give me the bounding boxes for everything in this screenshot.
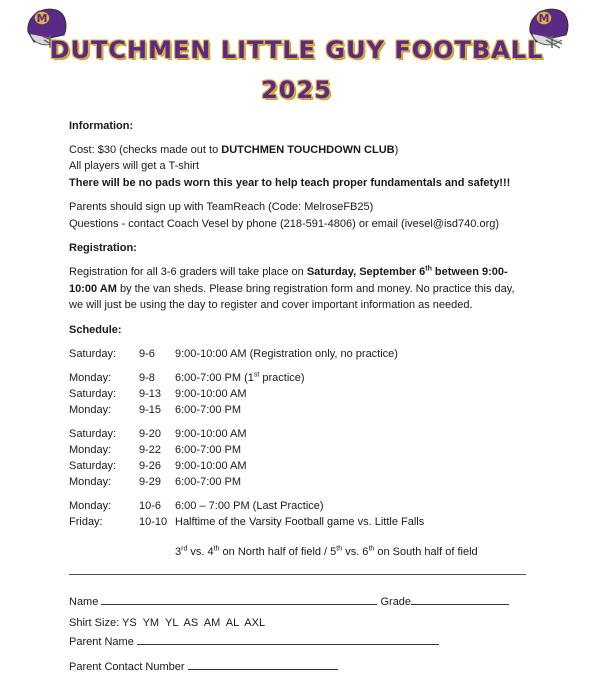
grade-label: Grade <box>380 596 412 608</box>
reg-date-sup: th <box>425 265 432 273</box>
schedule-time: 6:00 – 7:00 PM (Last Practice) <box>175 500 324 512</box>
note-sup: th <box>368 545 375 553</box>
logo-letter: M <box>538 12 550 25</box>
page-title: DUTCHMEN LITTLE GUY FOOTBALL <box>49 36 544 64</box>
cost-prefix: Cost: $30 (checks made out to <box>69 144 222 156</box>
shirt-size-options[interactable]: YS YM YL AS AM AL AXL <box>122 617 266 629</box>
no-pads-notice: There will be no pads worn this year to help teach proper fundamentals and safety!!! <box>69 177 511 189</box>
schedule-time-after: practice) <box>259 372 305 384</box>
name-label: Name <box>69 596 99 608</box>
reg-text-a: Registration for all 3-6 graders will take place on <box>69 266 307 278</box>
schedule-day: Friday: <box>69 516 103 528</box>
schedule-date: 10-6 <box>139 500 162 512</box>
schedule-time-wrap <box>175 370 305 386</box>
schedule-date: 9-20 <box>139 428 162 440</box>
signup-line: Parents should sign up with TeamReach (Code: MelroseFB25) <box>69 201 374 213</box>
parent-contact-field[interactable] <box>188 658 338 670</box>
cost-suffix: ) <box>394 144 399 156</box>
note-sup: rd <box>181 545 188 553</box>
questions-line: Questions - contact Coach Vesel by phone (218-591-4806) or email (ivesel@isd740.org) <box>69 218 500 230</box>
schedule-day: Saturday: <box>69 388 117 400</box>
grade-field[interactable] <box>411 593 509 605</box>
schedule-day: Saturday: <box>69 460 117 472</box>
schedule-heading: Schedule: <box>69 324 122 336</box>
note-part: vs. 4 <box>187 546 214 558</box>
registration-line-3: we will just be using the day to register and cover important information as needed. <box>69 299 473 311</box>
note-sup: th <box>213 545 220 553</box>
shirt-size-row <box>69 617 265 629</box>
parent-contact-row <box>69 658 338 673</box>
schedule-time: Halftime of the Varsity Football game vs. Little Falls <box>175 516 425 528</box>
schedule-day: Monday: <box>69 500 112 512</box>
schedule-time: 9:00-10:00 AM <box>175 460 247 472</box>
note-part: vs. 6 <box>342 546 369 558</box>
note-sup: th <box>336 545 343 553</box>
note-part: on South half of field <box>374 546 478 558</box>
registration-line-2 <box>69 281 515 297</box>
reg-text-b: by the van sheds. Please bring registration form and money. No practice this day, <box>116 283 515 295</box>
reg-time-end: 10:00 AM <box>69 283 117 295</box>
reg-date: Saturday, September 6 <box>306 266 426 278</box>
schedule-time: 6:00-7:00 PM <box>175 404 242 416</box>
schedule-day: Saturday: <box>69 428 117 440</box>
schedule-date: 9-29 <box>139 476 162 488</box>
tshirt-line: All players will get a T-shirt <box>69 160 200 172</box>
schedule-time: 6:00-7:00 PM (1 <box>175 372 254 384</box>
schedule-time: 9:00-10:00 AM <box>175 428 247 440</box>
schedule-day: Monday: <box>69 444 112 456</box>
name-field[interactable] <box>101 593 377 605</box>
schedule-date: 9-15 <box>139 404 162 416</box>
schedule-time: 9:00-10:00 AM (Registration only, no practice) <box>175 348 398 360</box>
parent-name-row <box>69 633 439 648</box>
information-heading: Information: <box>69 120 134 132</box>
schedule-day: Monday: <box>69 404 112 416</box>
parent-name-field[interactable] <box>137 633 439 645</box>
schedule-date: 9-22 <box>139 444 162 456</box>
schedule-time-sup: st <box>253 371 260 379</box>
cost-line <box>69 142 398 158</box>
logo-letter: M <box>36 12 48 25</box>
schedule-date: 9-6 <box>139 348 155 360</box>
shirt-size-label: Shirt Size: <box>69 617 120 629</box>
schedule-date: 9-8 <box>139 372 155 384</box>
schedule-time: 6:00-7:00 PM <box>175 444 242 456</box>
reg-time-start: between 9:00- <box>431 266 508 278</box>
field-assignment-note <box>175 544 478 560</box>
schedule-day: Saturday: <box>69 348 117 360</box>
note-part: 3 <box>175 546 182 558</box>
cost-payee: DUTCHMEN TOUCHDOWN CLUB <box>221 144 395 156</box>
schedule-date: 10-10 <box>139 516 168 528</box>
parent-name-label: Parent Name <box>69 636 134 648</box>
registration-heading: Registration: <box>69 242 137 254</box>
note-part: on North half of field / 5 <box>219 546 337 558</box>
schedule-day: Monday: <box>69 476 112 488</box>
schedule-date: 9-13 <box>139 388 162 400</box>
page-title-year: 2025 <box>261 76 332 104</box>
schedule-time: 9:00-10:00 AM <box>175 388 247 400</box>
schedule-date: 9-26 <box>139 460 162 472</box>
parent-contact-label: Parent Contact Number <box>69 661 185 673</box>
cut-line-divider <box>69 574 526 575</box>
name-grade-row <box>69 593 509 608</box>
schedule-day: Monday: <box>69 372 112 384</box>
registration-line-1 <box>69 264 508 280</box>
schedule-time: 6:00-7:00 PM <box>175 476 242 488</box>
